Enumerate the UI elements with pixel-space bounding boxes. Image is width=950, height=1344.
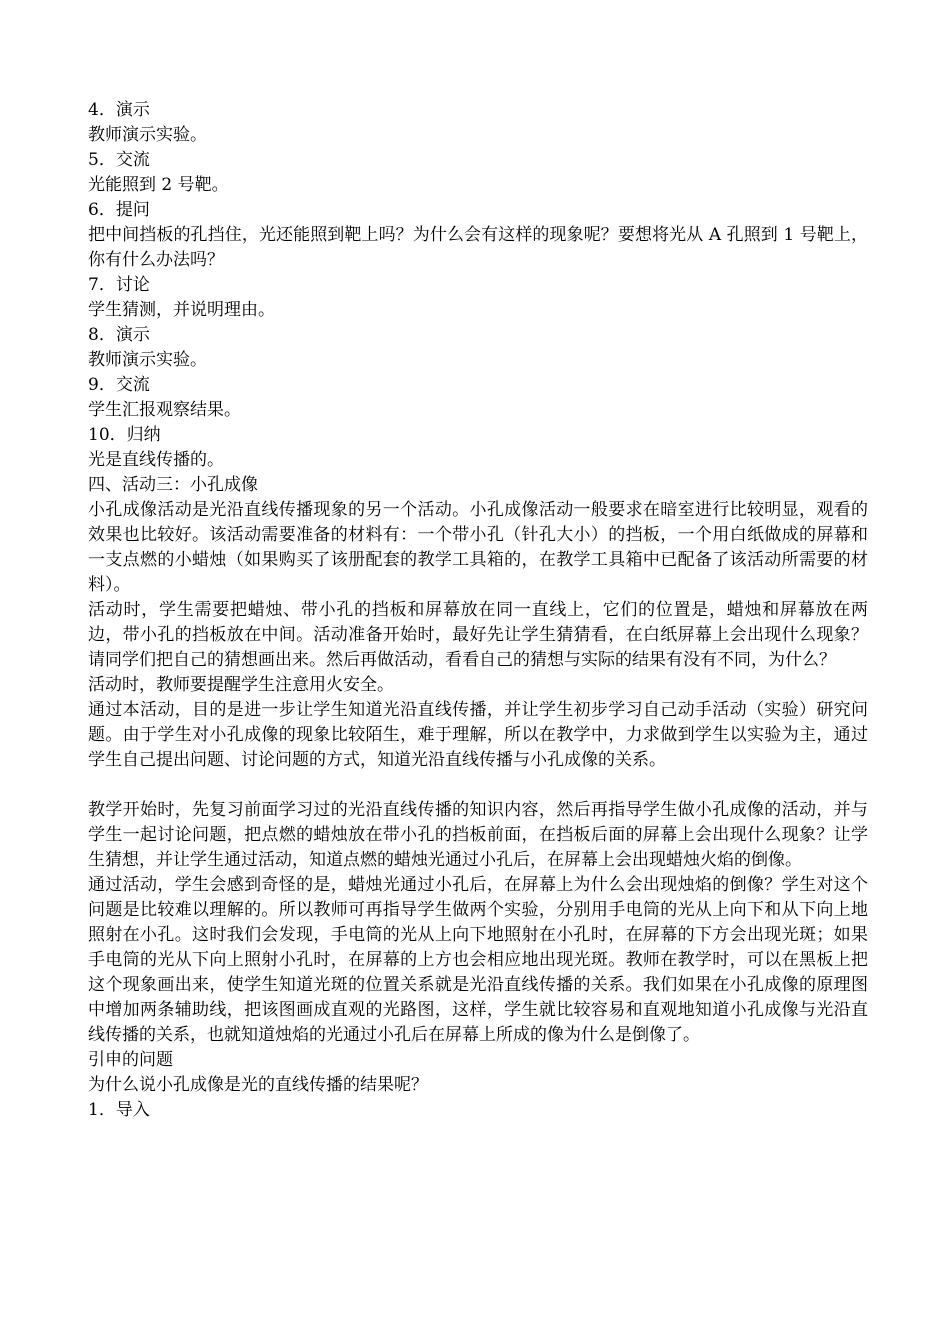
paragraph: 小孔成像活动是光沿直线传播现象的另一个活动。小孔成像活动一般要求在暗室进行比较明显，观看的效果也比较好。该活动需要准备的材料有：一个带小孔（针孔大小）的挡板，一个用白纸做成的屏幕和一支点燃的小蜡烛（如果购买了该册配套的教学工具箱的，在教学工具箱中已配备了该活动所需要的材料）。 bbox=[88, 500, 868, 595]
blank-line bbox=[88, 773, 868, 798]
step-5-text: 光能照到 2 号靶。 bbox=[88, 175, 229, 195]
step-10-heading: 10．归纳 bbox=[88, 425, 161, 445]
section-heading: 四、活动三：小孔成像 bbox=[88, 475, 258, 495]
question-text: 为什么说小孔成像是光的直线传播的结果呢？ bbox=[88, 1075, 428, 1095]
paragraph: 活动时，教师要提醒学生注意用火安全。 bbox=[88, 675, 394, 695]
step-7-heading: 7．讨论 bbox=[88, 275, 150, 295]
step-5-heading: 5．交流 bbox=[88, 150, 150, 170]
step-9-text: 学生汇报观察结果。 bbox=[88, 400, 241, 420]
step-9-heading: 9．交流 bbox=[88, 375, 150, 395]
step-4-text: 教师演示实验。 bbox=[88, 125, 207, 145]
step-7-text: 学生猜测，并说明理由。 bbox=[88, 300, 275, 320]
step-4-heading: 4．演示 bbox=[88, 100, 150, 120]
step-10-text: 光是直线传播的。 bbox=[88, 450, 224, 470]
step-1-heading: 1．导入 bbox=[88, 1100, 150, 1120]
step-8-text: 教师演示实验。 bbox=[88, 350, 207, 370]
step-6-text: 把中间挡板的孔挡住，光还能照到靶上吗？为什么会有这样的现象呢？要想将光从 A 孔照到 1 号靶上，你有什么办法吗？ bbox=[88, 225, 868, 270]
paragraph: 活动时，学生需要把蜡烛、带小孔的挡板和屏幕放在同一直线上，它们的位置是，蜡烛和屏幕放在两边，带小孔的挡板放在中间。活动准备开始时，最好先让学生猜猜看，在白纸屏幕上会出现什么现象？请同学们把自己的猜想画出来。然后再做活动，看看自己的猜想与实际的结果有没有不同，为什么？ bbox=[88, 600, 868, 670]
document-page bbox=[88, 98, 868, 1123]
step-6-heading: 6．提问 bbox=[88, 200, 150, 220]
paragraph: 教学开始时，先复习前面学习过的光沿直线传播的知识内容，然后再指导学生做小孔成像的活动，并与学生一起讨论问题，把点燃的蜡烛放在带小孔的挡板前面，在挡板后面的屏幕上会出现什么现象？让学生猜想，并让学生通过活动，知道点燃的蜡烛光通过小孔后，在屏幕上会出现蜡烛火焰的倒像。 bbox=[88, 800, 868, 870]
paragraph: 通过活动，学生会感到奇怪的是，蜡烛光通过小孔后，在屏幕上为什么会出现烛焰的倒像？学生对这个问题是比较难以理解的。所以教师可再指导学生做两个实验，分别用手电筒的光从上向下和从下向上地照射在小孔。这时我们会发现，手电筒的光从上向下地照射在小孔时，在屏幕的下方会出现光斑；如果手电筒的光从下向上照射小孔时，在屏幕的上方也会相应地出现光斑。教师在教学时，可以在黑板上把这个现象画出来，使学生知道光斑的位置关系就是光沿直线传播的关系。我们如果在小孔成像的原理图中增加两条辅助线，把该图画成直观的光路图，这样，学生就比较容易和直观地知道小孔成像与光沿直线传播的关系，也就知道烛焰的光通过小孔后在屏幕上所成的像为什么是倒像了。 bbox=[88, 875, 868, 1045]
paragraph: 通过本活动，目的是进一步让学生知道光沿直线传播，并让学生初步学习自己动手活动（实验）研究问题。由于学生对小孔成像的现象比较陌生，难于理解，所以在教学中，力求做到学生以实验为主，通过学生自己提出问题、讨论问题的方式，知道光沿直线传播与小孔成像的关系。 bbox=[88, 700, 868, 770]
step-8-heading: 8．演示 bbox=[88, 325, 150, 345]
subheading: 引申的问题 bbox=[88, 1050, 173, 1070]
